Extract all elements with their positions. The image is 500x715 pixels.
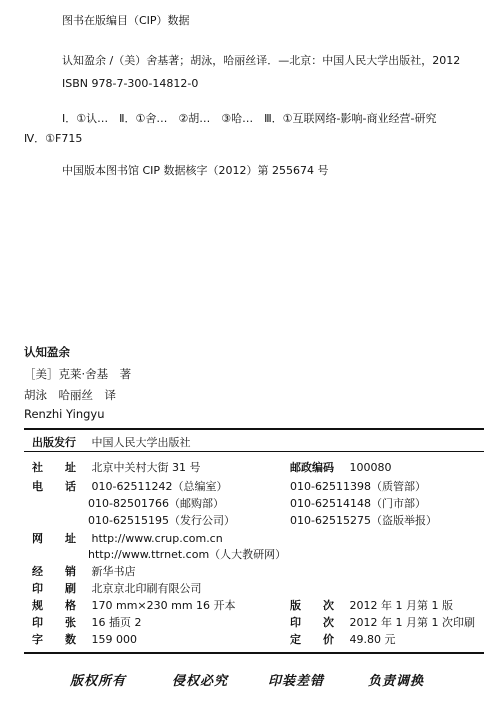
impression-label: 印 次 <box>290 616 334 629</box>
cip-subject-line: Ⅰ．①认… Ⅱ．①舍… ②胡… ③哈… Ⅲ．①互联网络-影响-商业经营-研究 <box>62 112 437 125</box>
distributor-row <box>32 563 136 579</box>
words-label: 字 数 <box>32 633 76 646</box>
publisher-row <box>32 434 191 450</box>
sheets-label: 印 张 <box>32 616 76 629</box>
web-row <box>32 530 223 546</box>
price-value: 49.80 元 <box>349 633 396 646</box>
phone-row <box>32 478 227 494</box>
book-title: 认知盈余 <box>24 345 70 359</box>
divider-top <box>24 428 484 430</box>
publisher-label: 出版发行 <box>32 436 76 449</box>
edition-row <box>290 597 453 613</box>
cip-title: 图书在版编目（CIP）数据 <box>62 14 190 27</box>
cip-classification: Ⅳ．①F715 <box>24 132 83 145</box>
postcode-label: 邮政编码 <box>290 461 334 474</box>
address-row <box>32 459 201 475</box>
price-label: 定 价 <box>290 633 334 646</box>
web-url-2[interactable]: http://www.ttrnet.com（人大教研网） <box>88 548 287 561</box>
impression-value: 2012 年 1 月第 1 次印刷 <box>349 616 475 629</box>
words-value: 159 000 <box>91 633 137 646</box>
cip-isbn: ISBN 978-7-300-14812-0 <box>62 77 199 90</box>
web-url-1[interactable]: http://www.crup.com.cn <box>91 532 223 545</box>
slogan-copyright: 版权所有 <box>70 674 127 689</box>
spec-value: 170 mm×230 mm 16 开本 <box>91 599 236 612</box>
printer-label: 印 刷 <box>32 582 76 595</box>
edition-value: 2012 年 1 月第 1 版 <box>349 599 453 612</box>
postcode-row <box>290 459 392 475</box>
spec-label: 规 格 <box>32 599 76 612</box>
cip-record-number: 中国版本图书馆 CIP 数据核字（2012）第 255674 号 <box>62 164 329 177</box>
phone-right-3: 010-62515275（盗版举报） <box>290 514 437 527</box>
edition-label: 版 次 <box>290 599 334 612</box>
distributor-label: 经 销 <box>32 565 76 578</box>
address-label: 社 址 <box>32 461 76 474</box>
distributor-value: 新华书店 <box>91 565 136 578</box>
book-pinyin: Renzhi Yingyu <box>24 407 105 421</box>
book-translators: 胡泳 哈丽丝 译 <box>24 388 116 402</box>
divider-bottom <box>24 652 484 654</box>
printer-row <box>32 580 202 596</box>
address-value: 北京中关村大街 31 号 <box>91 461 201 474</box>
book-author: ［美］克莱·舍基 著 <box>24 367 132 381</box>
slogan-infringement: 侵权必究 <box>172 674 229 689</box>
postcode-value: 100080 <box>349 461 392 474</box>
publisher-value: 中国人民大学出版社 <box>91 436 191 449</box>
divider-publisher <box>24 451 484 452</box>
words-row <box>32 631 137 647</box>
slogan-misprint: 印装差错 <box>268 674 325 689</box>
phone-left-3: 010-62515195（发行公司） <box>88 514 235 527</box>
phone-right-2: 010-62514148（门市部） <box>290 497 426 510</box>
printer-value: 北京京北印刷有限公司 <box>91 582 202 595</box>
cip-bibliographic-line: 认知盈余 /（美）舍基著；胡泳，哈丽丝译．—北京：中国人民大学出版社，2012 <box>62 54 461 67</box>
phone-left-1: 010-62511242（总编室） <box>91 480 228 493</box>
phone-left-2: 010-82501766（邮购部） <box>88 497 224 510</box>
sheets-row <box>32 614 142 630</box>
web-label: 网 址 <box>32 532 76 545</box>
spec-row <box>32 597 236 613</box>
phone-label: 电 话 <box>32 480 76 493</box>
sheets-value: 16 插页 2 <box>91 616 142 629</box>
phone-right-1: 010-62511398（质管部） <box>290 480 426 493</box>
impression-row <box>290 614 475 630</box>
slogan-exchange: 负责调换 <box>368 674 425 689</box>
price-row <box>290 631 396 647</box>
